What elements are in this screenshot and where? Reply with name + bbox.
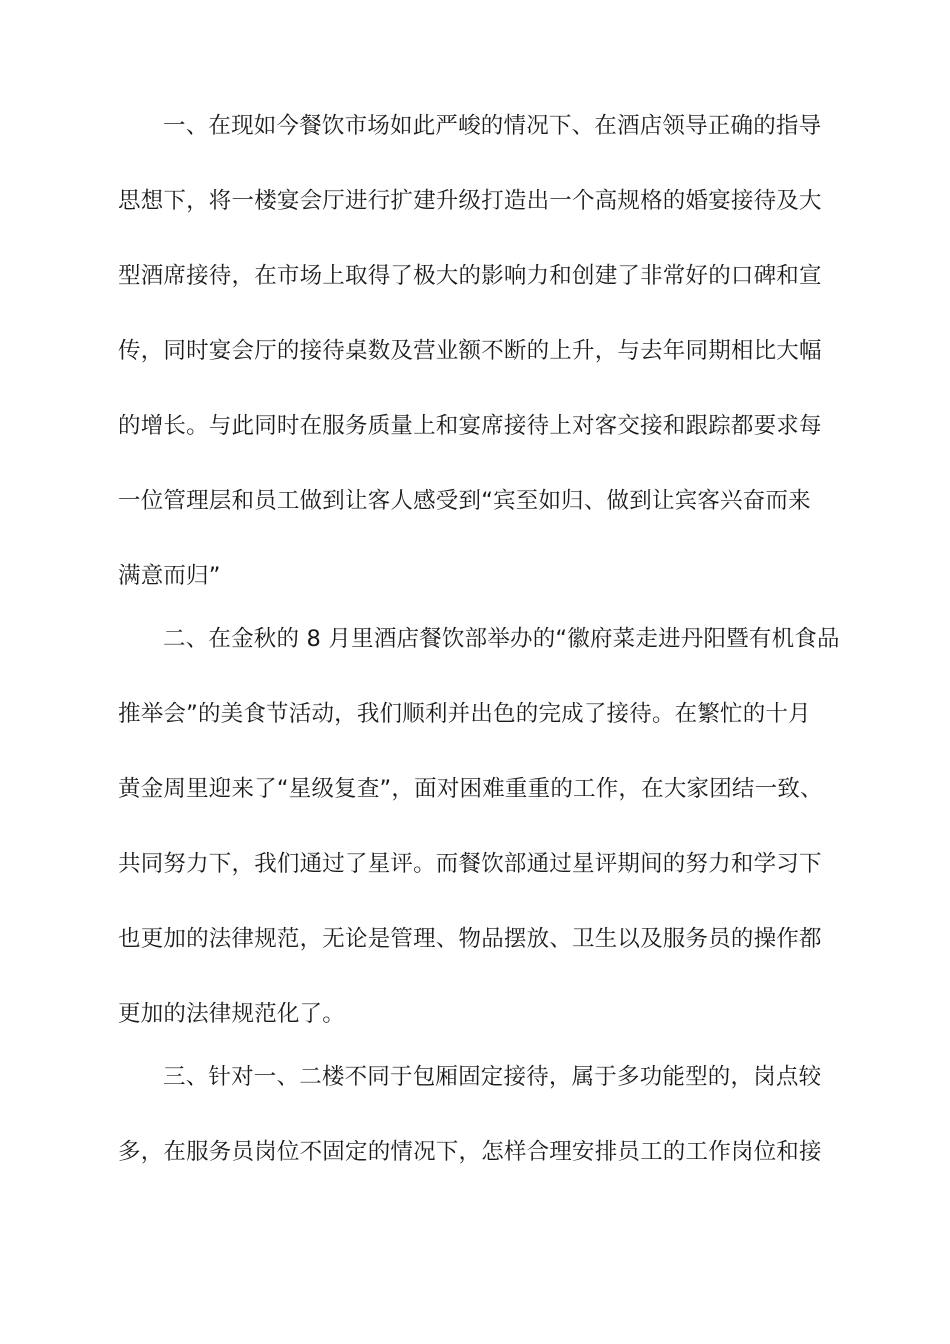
text-line: 满意而归” [118, 563, 221, 589]
text-line: 黄金周里迎来了“星级复查”，面对困难重重的工作，在大家团结一致、 [118, 776, 823, 802]
text-line: 思想下，将一楼宴会厅进行扩建升级打造出一个高规格的婚宴接待及大 [118, 188, 822, 214]
text-line: 推举会”的美食节活动，我们顺利并出色的完成了接待。在繁忙的十月 [118, 701, 811, 727]
text-line: 的增长。与此同时在服务质量上和宴席接待上对客交接和跟踪都要求每 [118, 413, 822, 439]
text-line: 也更加的法律规范，无论是管理、物品摆放、卫生以及服务员的操作都 [118, 926, 822, 952]
text-line: 多，在服务员岗位不固定的情况下，怎样合理安排员工的工作岗位和接 [118, 1139, 822, 1165]
text-line: 共同努力下，我们通过了星评。而餐饮部通过星评期间的努力和学习下 [118, 851, 822, 877]
text-line: 一、在现如今餐饮市场如此严峻的情况下、在酒店领导正确的指导 [163, 113, 822, 139]
text-line: 型酒席接待，在市场上取得了极大的影响力和创建了非常好的口碑和宣 [118, 263, 822, 289]
text-line: 三、针对一、二楼不同于包厢固定接待，属于多功能型的，岗点较 [163, 1064, 822, 1090]
text-line: 二、在金秋的 8 月里酒店餐饮部举办的“徽府菜走进丹阳暨有机食品 [163, 626, 840, 652]
text-line: 一位管理层和员工做到让客人感受到“宾至如归、做到让宾客兴奋而来 [118, 488, 811, 514]
text-line: 更加的法律规范化了。 [118, 1001, 346, 1027]
text-line: 传，同时宴会厅的接待桌数及营业额不断的上升，与去年同期相比大幅 [118, 338, 822, 364]
